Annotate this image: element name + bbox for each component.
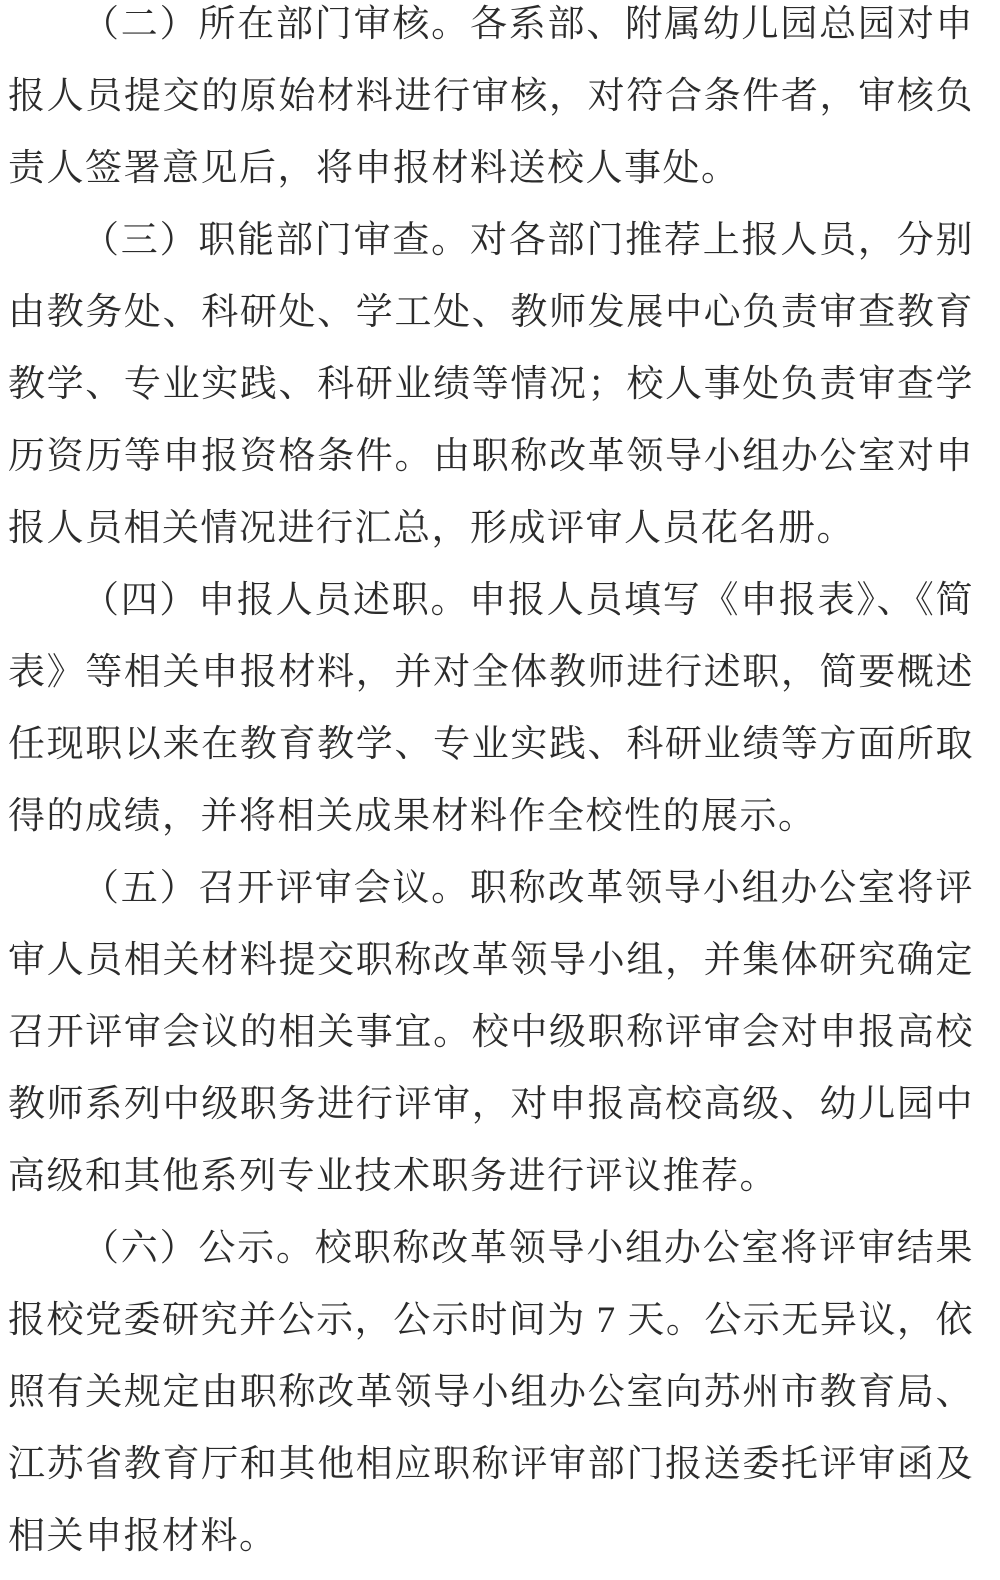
- paragraph-item-3: （三）职能部门审查。对各部门推荐上报人员，分别由教务处、科研处、学工处、教师发展中心负责审查教育教学、专业实践、科研业绩等情况；校人事处负责审查学历资历等申报资格条件。由职称改革领导小组办公室对申报人员相关情况进行汇总，形成评审人员花名册。: [8, 220, 974, 549]
- paragraph-item-5: （五）召开评审会议。职称改革领导小组办公室将评审人员相关材料提交职称改革领导小组，并集体研究确定召开评审会议的相关事宜。校中级职称评审会对申报高校教师系列中级职务进行评审，对申报高校高级、幼儿园中高级和其他系列专业技术职务进行评议推荐。: [8, 868, 974, 1197]
- paragraph-item-2: （二）所在部门审核。各系部、附属幼儿园总园对申报人员提交的原始材料进行审核，对符合条件者，审核负责人签署意见后，将申报材料送校人事处。: [8, 4, 974, 189]
- paragraph-item-6: （六）公示。校职称改革领导小组办公室将评审结果报校党委研究并公示，公示时间为 7 天。公示无异议，依照有关规定由职称改革领导小组办公室向苏州市教育局、江苏省教育厅和其他相应职称评审部门报送委托评审函及相关申报材料。: [8, 1228, 974, 1557]
- paragraph-item-4: （四）申报人员述职。申报人员填写《申报表》、《简表》等相关申报材料，并对全体教师进行述职，简要概述任现职以来在教育教学、专业实践、科研业绩等方面所取得的成绩，并将相关成果材料作全校性的展示。: [8, 580, 974, 837]
